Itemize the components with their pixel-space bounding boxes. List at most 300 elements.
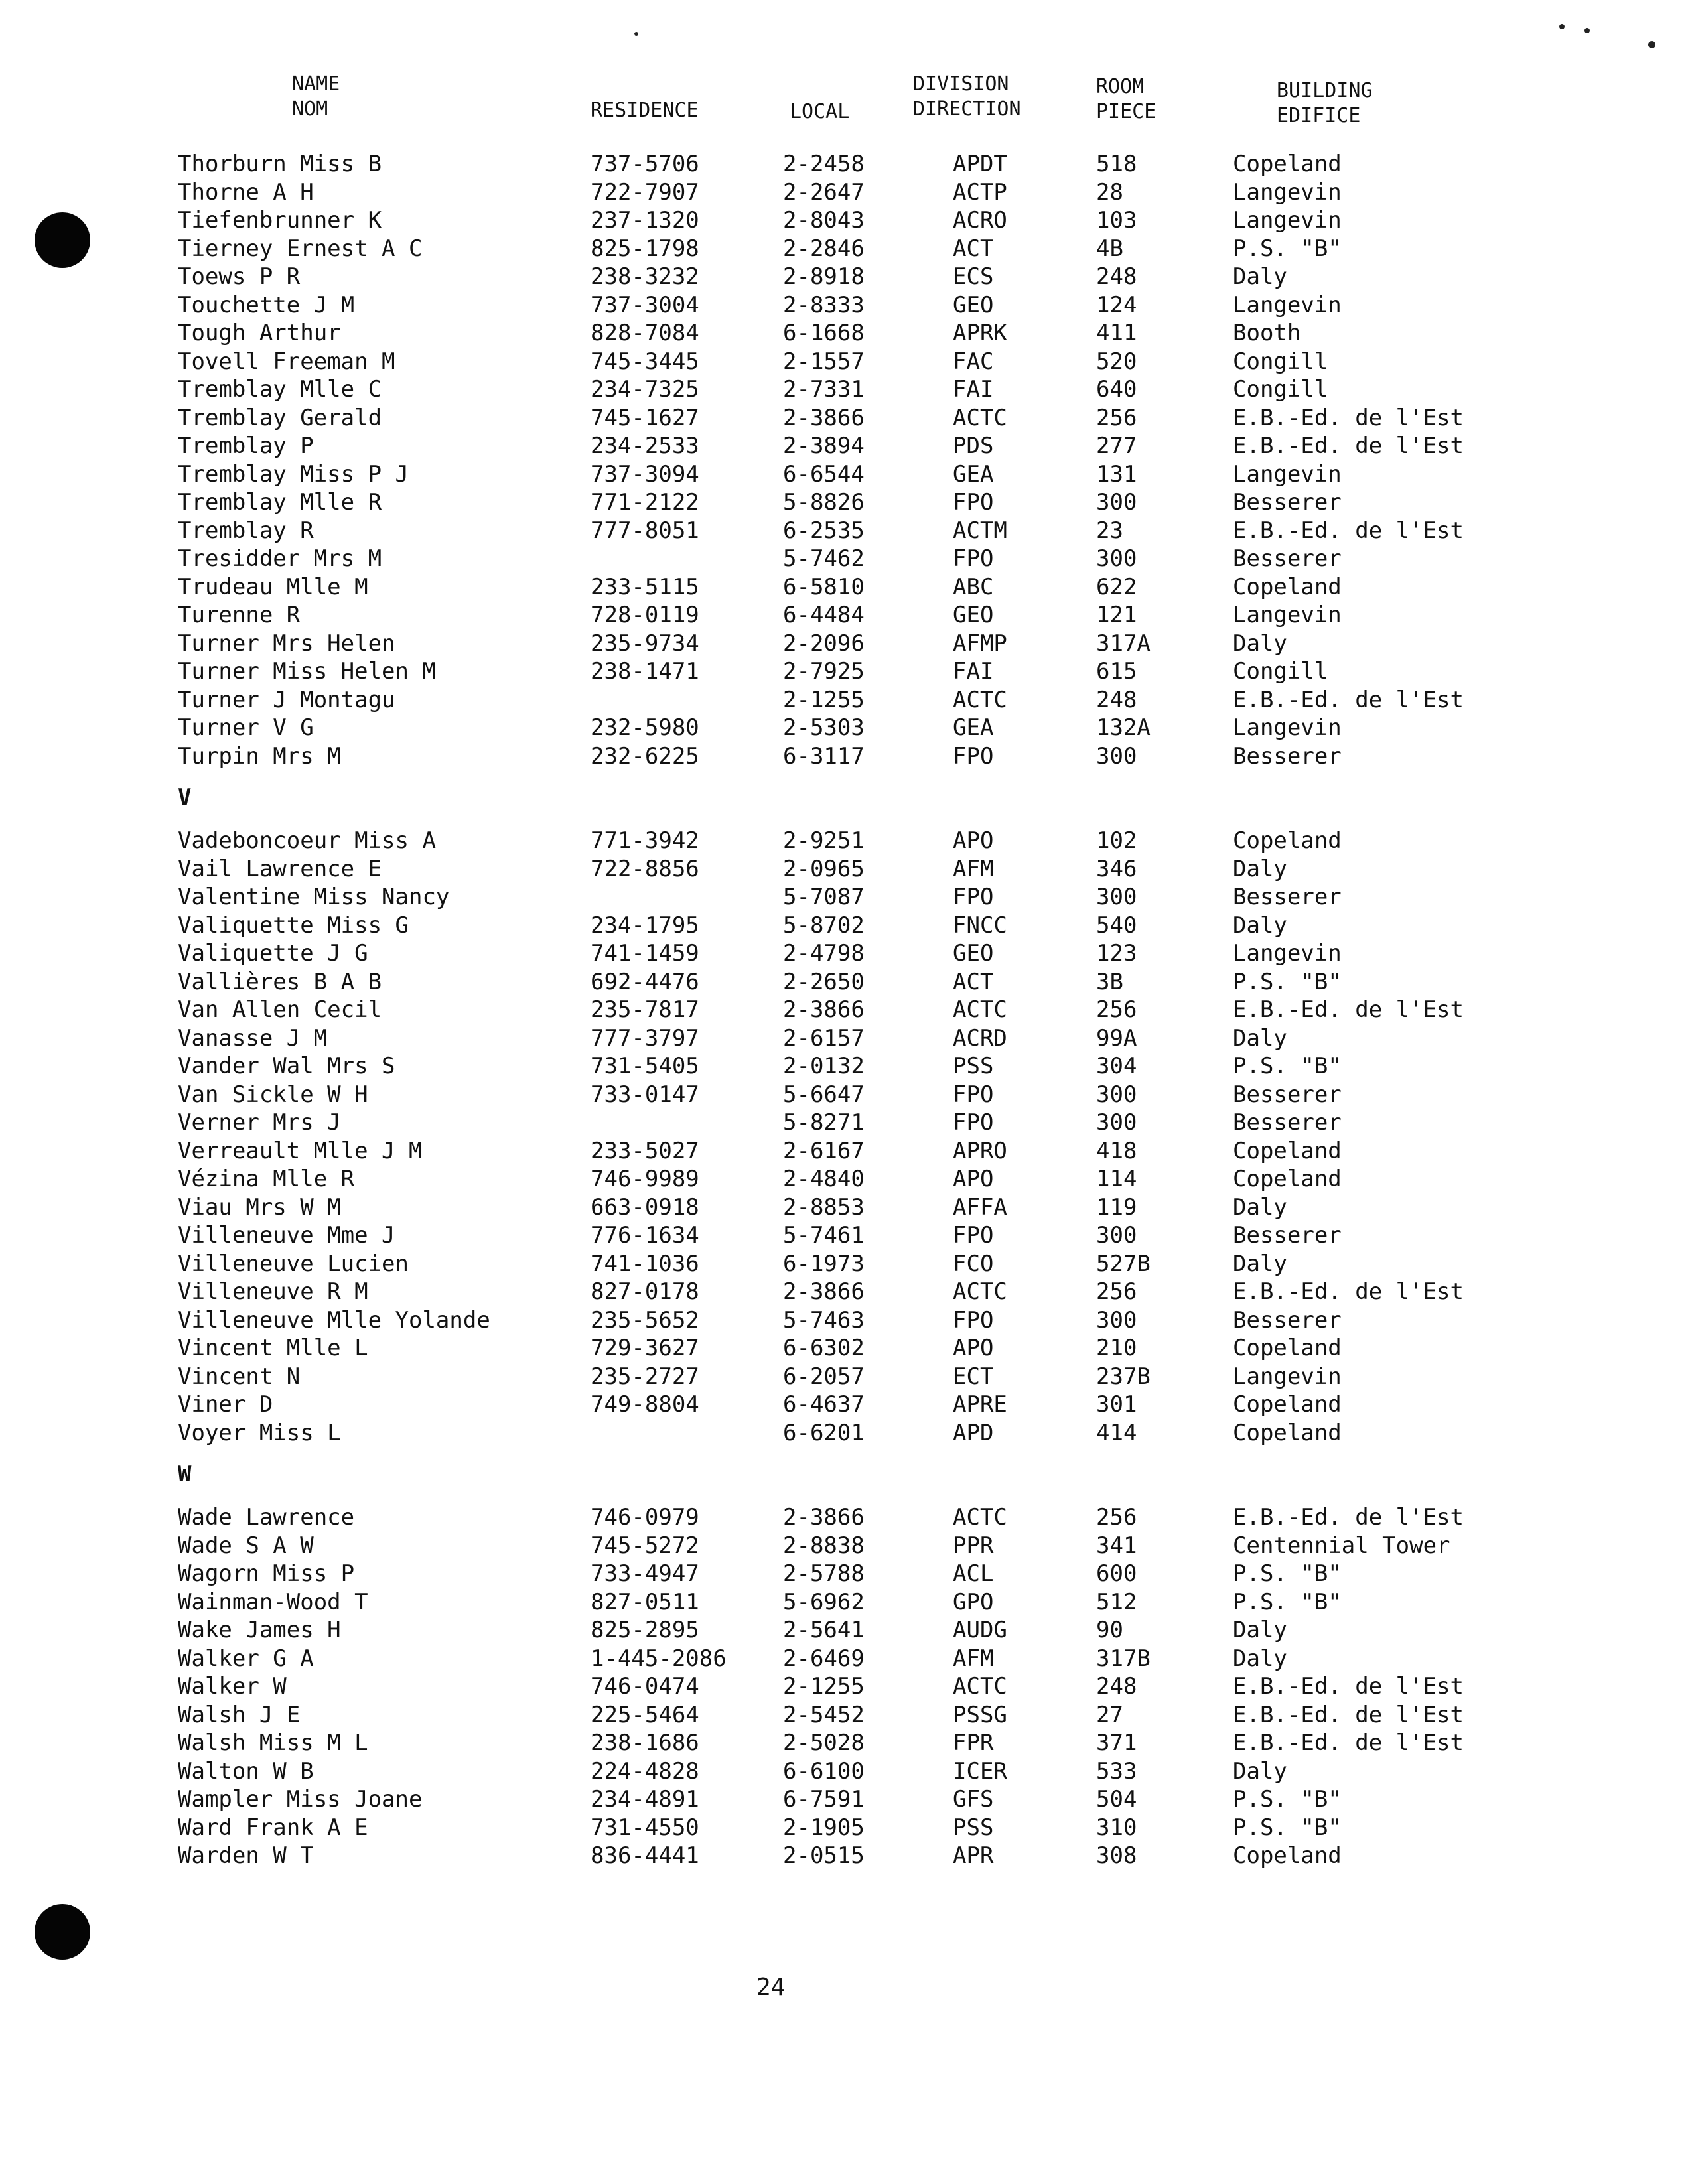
- entry-residence: 722-8856: [591, 855, 699, 882]
- entry-room: 300: [1096, 489, 1137, 515]
- directory-row: [0, 348, 1688, 376]
- entry-division: PPR: [953, 1532, 994, 1559]
- entry-room: 248: [1096, 1673, 1137, 1700]
- entry-room: 527B: [1096, 1250, 1151, 1277]
- entry-division: GEA: [953, 460, 994, 488]
- entry-residence: 731-5405: [591, 1053, 699, 1079]
- entry-name: Valentine Miss Nancy: [178, 884, 450, 910]
- entry-name: Tremblay Mlle R: [178, 489, 382, 515]
- entry-local: 2-1905: [783, 1814, 865, 1841]
- directory-row: [0, 1757, 1688, 1786]
- directory-row: [0, 375, 1688, 404]
- entry-division: APD: [953, 1419, 994, 1446]
- directory-row: [0, 601, 1688, 630]
- entry-building: E.B.-Ed. de l'Est: [1233, 1673, 1464, 1700]
- entry-building: Langevin: [1233, 602, 1342, 628]
- directory-row: [0, 1052, 1688, 1081]
- entry-local: 2-3866: [783, 1504, 865, 1531]
- entry-name: Vézina Mlle R: [178, 1166, 355, 1192]
- entry-local: 2-1255: [783, 686, 865, 713]
- entry-local: 2-5028: [783, 1730, 865, 1756]
- entry-name: Walker G A: [178, 1645, 314, 1672]
- entry-name: Trudeau Mlle M: [178, 573, 368, 600]
- entry-building: Besserer: [1233, 1222, 1342, 1249]
- entry-room: 256: [1096, 404, 1137, 431]
- entry-name: Verner Mrs J: [178, 1109, 341, 1136]
- entry-room: 310: [1096, 1814, 1137, 1841]
- entry-room: 256: [1096, 1504, 1137, 1531]
- directory-row: [0, 1194, 1688, 1222]
- entry-division: FNCC: [953, 912, 1007, 939]
- entry-residence: 825-1798: [591, 235, 699, 262]
- directory-row: [0, 432, 1688, 460]
- entry-building: P.S. "B": [1233, 968, 1342, 995]
- entry-division: FPO: [953, 1081, 994, 1108]
- entry-residence: 232-6225: [591, 742, 699, 770]
- entry-local: 6-4637: [783, 1391, 865, 1418]
- entry-residence: 233-5115: [591, 573, 699, 600]
- entry-room: 256: [1096, 1278, 1137, 1305]
- entry-name: Van Sickle W H: [178, 1081, 368, 1108]
- entry-building: Copeland: [1233, 827, 1342, 854]
- entry-residence: 733-4947: [591, 1560, 699, 1587]
- entry-name: Vincent N: [178, 1363, 301, 1390]
- entry-building: P.S. "B": [1233, 1588, 1342, 1615]
- entry-name: Thorne A H: [178, 178, 314, 206]
- entry-residence: 663-0918: [591, 1194, 699, 1221]
- entry-name: Thorburn Miss B: [178, 151, 382, 177]
- entry-division: ABC: [953, 573, 994, 600]
- entry-division: APRE: [953, 1391, 1007, 1418]
- entry-building: Besserer: [1233, 1306, 1342, 1333]
- entry-name: Villeneuve Mlle Yolande: [178, 1306, 490, 1333]
- entry-building: Copeland: [1233, 1391, 1342, 1418]
- directory-row: [0, 657, 1688, 686]
- directory-row: [0, 1391, 1688, 1419]
- entry-division: PDS: [953, 433, 994, 459]
- punch-hole: [35, 1904, 90, 1960]
- entry-residence: 741-1459: [591, 940, 699, 967]
- directory-row: [0, 319, 1688, 348]
- entry-local: 5-7087: [783, 884, 865, 910]
- directory-list: [0, 150, 1688, 1870]
- entry-residence: 234-1795: [591, 912, 699, 939]
- entry-name: Tremblay P: [178, 433, 314, 459]
- entry-division: AFFA: [953, 1194, 1007, 1221]
- directory-row: [0, 855, 1688, 884]
- entry-building: Langevin: [1233, 1363, 1342, 1390]
- directory-row: [0, 912, 1688, 940]
- entry-room: 301: [1096, 1391, 1137, 1418]
- entry-room: 248: [1096, 263, 1137, 290]
- entry-residence: 827-0178: [591, 1278, 699, 1305]
- entry-room: 90: [1096, 1617, 1123, 1643]
- entry-room: 308: [1096, 1842, 1137, 1869]
- entry-local: 2-2647: [783, 178, 865, 206]
- entry-name: Turenne R: [178, 602, 301, 628]
- entry-name: Turpin Mrs M: [178, 742, 341, 770]
- entry-name: Tremblay Miss P J: [178, 460, 409, 488]
- entry-division: GEA: [953, 715, 994, 741]
- entry-local: 2-3866: [783, 404, 865, 431]
- entry-division: ACTM: [953, 517, 1007, 544]
- entry-name: Wagorn Miss P: [178, 1560, 355, 1587]
- entry-division: FPO: [953, 545, 994, 572]
- directory-row: [0, 1109, 1688, 1137]
- directory-row: [0, 742, 1688, 771]
- entry-room: 300: [1096, 1109, 1137, 1136]
- entry-building: Langevin: [1233, 291, 1342, 318]
- entry-division: PSSG: [953, 1701, 1007, 1728]
- entry-division: APDT: [953, 151, 1007, 177]
- entry-local: 6-5810: [783, 573, 865, 600]
- entry-residence: 238-3232: [591, 263, 699, 290]
- entry-building: Besserer: [1233, 1081, 1342, 1108]
- entry-building: P.S. "B": [1233, 1560, 1342, 1587]
- entry-building: Besserer: [1233, 884, 1342, 910]
- entry-local: 2-2096: [783, 630, 865, 657]
- entry-division: ACTC: [953, 996, 1007, 1023]
- page-number: 24: [756, 1974, 786, 2001]
- entry-building: Centennial Tower: [1233, 1532, 1450, 1559]
- entry-local: 5-6647: [783, 1081, 865, 1108]
- entry-residence: 728-0119: [591, 602, 699, 628]
- entry-building: E.B.-Ed. de l'Est: [1233, 1504, 1464, 1531]
- directory-row: [0, 1419, 1688, 1448]
- entry-division: ACT: [953, 235, 994, 262]
- entry-local: 2-8043: [783, 207, 865, 234]
- entry-room: 28: [1096, 178, 1123, 206]
- building-header: BUILDING EDIFICE: [1277, 79, 1373, 127]
- entry-building: Congill: [1233, 658, 1328, 685]
- entry-building: Langevin: [1233, 178, 1342, 206]
- entry-division: APO: [953, 827, 994, 854]
- directory-row: [0, 1560, 1688, 1588]
- entry-room: 99A: [1096, 1024, 1137, 1052]
- entry-local: 2-4840: [783, 1166, 865, 1192]
- directory-row: [0, 1785, 1688, 1814]
- scan-speck: [1648, 41, 1655, 48]
- directory-row: [0, 1814, 1688, 1842]
- entry-name: Toews P R: [178, 263, 301, 290]
- entry-local: 2-0515: [783, 1842, 865, 1869]
- entry-building: E.B.-Ed. de l'Est: [1233, 1278, 1464, 1305]
- entry-room: 615: [1096, 658, 1137, 685]
- entry-local: 2-7925: [783, 658, 865, 685]
- entry-division: GEO: [953, 291, 994, 318]
- directory-row: [0, 1137, 1688, 1166]
- entry-local: 5-8826: [783, 489, 865, 515]
- directory-row: [0, 1532, 1688, 1560]
- entry-division: ACT: [953, 968, 994, 995]
- entry-residence: 692-4476: [591, 968, 699, 995]
- entry-room: 248: [1096, 686, 1137, 713]
- entry-room: 102: [1096, 827, 1137, 854]
- entry-room: 414: [1096, 1419, 1137, 1446]
- directory-row: [0, 1221, 1688, 1250]
- entry-room: 132A: [1096, 715, 1151, 741]
- entry-local: 5-7462: [783, 545, 865, 572]
- directory-row: [0, 630, 1688, 658]
- directory-row: [0, 686, 1688, 715]
- directory-row: [0, 1701, 1688, 1730]
- entry-local: 2-6157: [783, 1024, 865, 1052]
- entry-building: Congill: [1233, 348, 1328, 375]
- entry-name: Vail Lawrence E: [178, 855, 382, 882]
- entry-local: 2-0132: [783, 1053, 865, 1079]
- entry-building: E.B.-Ed. de l'Est: [1233, 433, 1464, 459]
- directory-row: [0, 573, 1688, 602]
- entry-name: Tierney Ernest A C: [178, 235, 423, 262]
- entry-name: Wake James H: [178, 1617, 341, 1643]
- entry-division: AFM: [953, 855, 994, 882]
- entry-local: 6-6201: [783, 1419, 865, 1446]
- entry-residence: 234-4891: [591, 1786, 699, 1812]
- column-header: [0, 72, 1688, 145]
- entry-building: Daly: [1233, 1757, 1287, 1785]
- entry-name: Walton W B: [178, 1757, 314, 1785]
- entry-residence: 745-3445: [591, 348, 699, 375]
- entry-name: Voyer Miss L: [178, 1419, 341, 1446]
- entry-name: Vincent Mlle L: [178, 1335, 368, 1361]
- entry-room: 600: [1096, 1560, 1137, 1587]
- entry-building: P.S. "B": [1233, 1814, 1342, 1841]
- entry-room: 622: [1096, 573, 1137, 600]
- entry-local: 2-3894: [783, 433, 865, 459]
- entry-building: Langevin: [1233, 715, 1342, 741]
- directory-row: [0, 1842, 1688, 1870]
- entry-local: 2-3866: [783, 996, 865, 1023]
- entry-room: 512: [1096, 1588, 1137, 1615]
- directory-row: [0, 263, 1688, 291]
- entry-building: Besserer: [1233, 742, 1342, 770]
- entry-residence: 776-1634: [591, 1222, 699, 1249]
- entry-residence: 234-7325: [591, 376, 699, 403]
- entry-division: ACTP: [953, 178, 1007, 206]
- entry-residence: 746-0474: [591, 1673, 699, 1700]
- entry-local: 6-1973: [783, 1250, 865, 1277]
- entry-building: Congill: [1233, 376, 1328, 403]
- entry-division: GPO: [953, 1588, 994, 1615]
- entry-room: 504: [1096, 1786, 1137, 1812]
- entry-local: 2-9251: [783, 827, 865, 854]
- entry-local: 5-7463: [783, 1306, 865, 1333]
- entry-residence: 235-7817: [591, 996, 699, 1023]
- entry-residence: 741-1036: [591, 1250, 699, 1277]
- entry-room: 124: [1096, 291, 1137, 318]
- entry-room: 237B: [1096, 1363, 1151, 1390]
- entry-building: Langevin: [1233, 940, 1342, 967]
- scan-speck: [1584, 28, 1590, 33]
- entry-division: ICER: [953, 1757, 1007, 1785]
- entry-room: 3B: [1096, 968, 1123, 995]
- entry-building: Besserer: [1233, 489, 1342, 515]
- entry-local: 2-8918: [783, 263, 865, 290]
- directory-row: [0, 460, 1688, 489]
- entry-building: E.B.-Ed. de l'Est: [1233, 517, 1464, 544]
- division-header: DIVISION DIRECTION: [913, 72, 1021, 121]
- entry-division: ECT: [953, 1363, 994, 1390]
- entry-division: APO: [953, 1335, 994, 1361]
- entry-division: ACRO: [953, 207, 1007, 234]
- entry-name: Villeneuve Mme J: [178, 1222, 395, 1249]
- entry-room: 300: [1096, 742, 1137, 770]
- directory-row: [0, 1729, 1688, 1757]
- entry-room: 346: [1096, 855, 1137, 882]
- section-letter: [0, 770, 1688, 827]
- entry-residence: 238-1686: [591, 1730, 699, 1756]
- entry-local: 2-6167: [783, 1137, 865, 1164]
- entry-residence: 1-445-2086: [591, 1645, 727, 1672]
- entry-division: FAI: [953, 376, 994, 403]
- entry-residence: 238-1471: [591, 658, 699, 685]
- entry-division: ACTC: [953, 1504, 1007, 1531]
- entry-building: Daly: [1233, 1024, 1287, 1052]
- entry-division: ACL: [953, 1560, 994, 1587]
- entry-residence: 729-3627: [591, 1335, 699, 1361]
- directory-row: [0, 1278, 1688, 1306]
- entry-name: Valiquette J G: [178, 940, 368, 967]
- entry-building: Daly: [1233, 263, 1287, 290]
- entry-name: Viau Mrs W M: [178, 1194, 341, 1221]
- directory-row: [0, 1503, 1688, 1532]
- entry-room: 114: [1096, 1166, 1137, 1192]
- directory-row: [0, 1081, 1688, 1109]
- directory-row: [0, 206, 1688, 235]
- entry-name: Turner J Montagu: [178, 686, 395, 713]
- entry-residence: 825-2895: [591, 1617, 699, 1643]
- entry-division: FAI: [953, 658, 994, 685]
- entry-local: 2-4798: [783, 940, 865, 967]
- entry-name: Turner V G: [178, 715, 314, 741]
- entry-building: Copeland: [1233, 151, 1342, 177]
- entry-room: 300: [1096, 545, 1137, 572]
- entry-room: 418: [1096, 1137, 1137, 1164]
- entry-name: Wade Lawrence: [178, 1504, 355, 1531]
- entry-room: 533: [1096, 1757, 1137, 1785]
- entry-name: Wainman-Wood T: [178, 1588, 368, 1615]
- entry-name: Tovell Freeman M: [178, 348, 395, 375]
- entry-room: 304: [1096, 1053, 1137, 1079]
- entry-residence: 225-5464: [591, 1701, 699, 1728]
- entry-room: 210: [1096, 1335, 1137, 1361]
- entry-residence: 737-5706: [591, 151, 699, 177]
- entry-building: Copeland: [1233, 1842, 1342, 1869]
- entry-division: FPO: [953, 489, 994, 515]
- entry-residence: 235-9734: [591, 630, 699, 657]
- entry-residence: 235-2727: [591, 1363, 699, 1390]
- entry-residence: 827-0511: [591, 1588, 699, 1615]
- entry-local: 2-7331: [783, 376, 865, 403]
- entry-local: 2-2846: [783, 235, 865, 262]
- entry-building: Langevin: [1233, 460, 1342, 488]
- entry-local: 2-0965: [783, 855, 865, 882]
- entry-building: Copeland: [1233, 1419, 1342, 1446]
- directory-row: [0, 517, 1688, 545]
- directory-row: [0, 1616, 1688, 1645]
- entry-name: Vadeboncoeur Miss A: [178, 827, 436, 854]
- entry-local: 6-2057: [783, 1363, 865, 1390]
- entry-division: PSS: [953, 1053, 994, 1079]
- entry-name: Ward Frank A E: [178, 1814, 368, 1841]
- room-header: ROOM PIECE: [1096, 75, 1157, 123]
- directory-row: [0, 1334, 1688, 1363]
- entry-name: Wampler Miss Joane: [178, 1786, 423, 1812]
- entry-division: APRK: [953, 320, 1007, 346]
- entry-division: GEO: [953, 940, 994, 967]
- residence-header: RESIDENCE: [591, 99, 699, 122]
- entry-division: AUDG: [953, 1617, 1007, 1643]
- entry-residence: 777-8051: [591, 517, 699, 544]
- entry-room: 119: [1096, 1194, 1137, 1221]
- entry-name: Viner D: [178, 1391, 273, 1418]
- entry-name: Wade S A W: [178, 1532, 314, 1559]
- entry-name: Walsh Miss M L: [178, 1730, 368, 1756]
- entry-name: Walsh J E: [178, 1701, 301, 1728]
- scan-speck: [1559, 24, 1565, 29]
- entry-local: 2-2458: [783, 151, 865, 177]
- entry-division: FPO: [953, 742, 994, 770]
- scan-speck: [634, 32, 638, 36]
- entry-residence: 737-3004: [591, 291, 699, 318]
- entry-local: 2-8853: [783, 1194, 865, 1221]
- entry-division: FPO: [953, 1306, 994, 1333]
- entry-division: FPO: [953, 1109, 994, 1136]
- entry-name: Villeneuve Lucien: [178, 1250, 409, 1277]
- entry-name: Vander Wal Mrs S: [178, 1053, 395, 1079]
- entry-division: APRO: [953, 1137, 1007, 1164]
- directory-row: [0, 291, 1688, 320]
- directory-row: [0, 1024, 1688, 1053]
- entry-name: Tremblay Mlle C: [178, 376, 382, 403]
- entry-building: Copeland: [1233, 1335, 1342, 1361]
- section-letter: [0, 1447, 1688, 1503]
- entry-residence: 233-5027: [591, 1137, 699, 1164]
- entry-building: Daly: [1233, 1645, 1287, 1672]
- entry-residence: 235-5652: [591, 1306, 699, 1333]
- entry-building: Daly: [1233, 630, 1287, 657]
- entry-local: 2-8838: [783, 1532, 865, 1559]
- entry-room: 4B: [1096, 235, 1123, 262]
- entry-division: ECS: [953, 263, 994, 290]
- directory-row: [0, 714, 1688, 742]
- entry-division: FPR: [953, 1730, 994, 1756]
- entry-local: 2-2650: [783, 968, 865, 995]
- entry-room: 23: [1096, 517, 1123, 544]
- entry-room: 131: [1096, 460, 1137, 488]
- directory-row: [0, 488, 1688, 517]
- directory-row: [0, 1306, 1688, 1335]
- entry-name: Tresidder Mrs M: [178, 545, 382, 572]
- entry-residence: 745-5272: [591, 1532, 699, 1559]
- entry-name: Turner Miss Helen M: [178, 658, 436, 685]
- entry-building: Daly: [1233, 855, 1287, 882]
- name-header: NAME NOM: [292, 72, 340, 121]
- entry-building: P.S. "B": [1233, 235, 1342, 262]
- entry-residence: 746-0979: [591, 1504, 699, 1531]
- entry-name: Van Allen Cecil: [178, 996, 382, 1023]
- entry-residence: 749-8804: [591, 1391, 699, 1418]
- entry-division: APO: [953, 1166, 994, 1192]
- entry-local: 6-2535: [783, 517, 865, 544]
- entry-room: 256: [1096, 996, 1137, 1023]
- entry-division: FAC: [953, 348, 994, 375]
- entry-building: E.B.-Ed. de l'Est: [1233, 1730, 1464, 1756]
- entry-division: GFS: [953, 1786, 994, 1812]
- entry-building: E.B.-Ed. de l'Est: [1233, 404, 1464, 431]
- entry-local: 6-4484: [783, 602, 865, 628]
- entry-room: 300: [1096, 1222, 1137, 1249]
